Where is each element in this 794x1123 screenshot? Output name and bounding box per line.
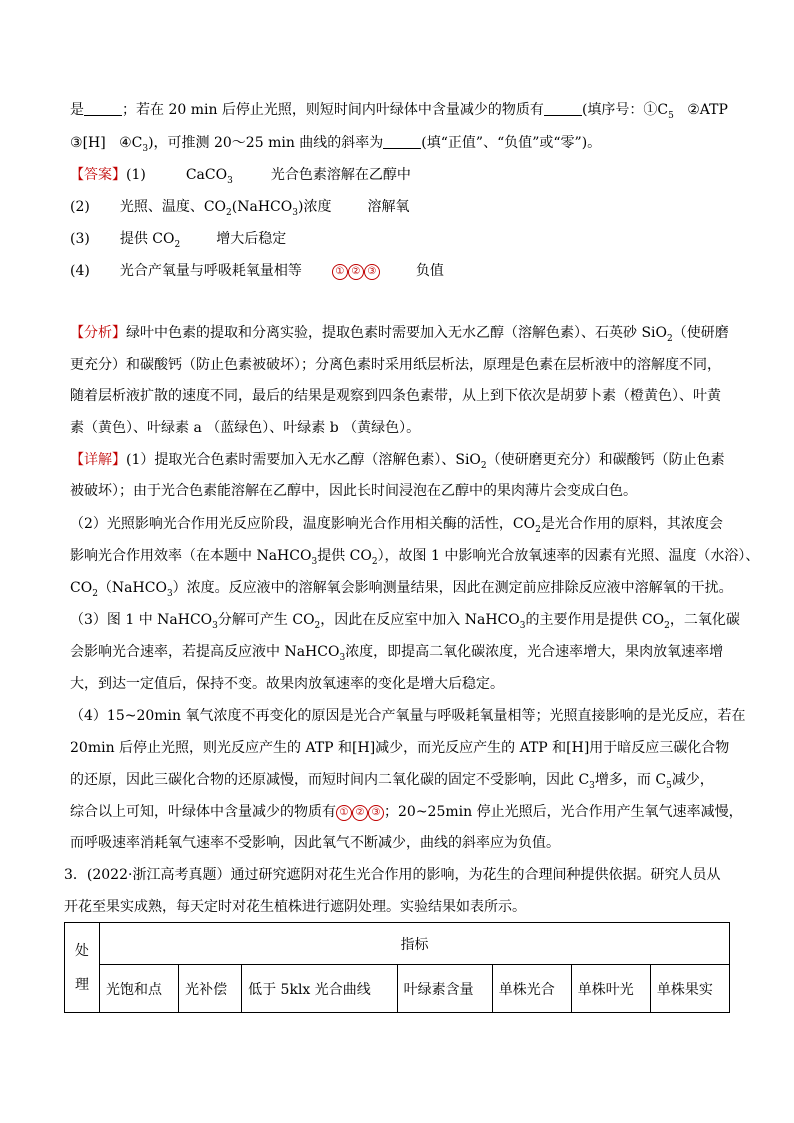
analysis-line-3: 随着层析液扩散的速度不同，最后的结果是观察到四条色素带，从上到下依次是胡萝卜素（橙黄色）、叶黄 [70, 388, 721, 404]
analysis-label: 【分析】 [70, 325, 126, 341]
detail-p4-line-1: （4）15~20min 氧气浓度不再变化的原因是光合产氧量与呼吸耗氧量相等；光照直接影响的是光反应，若在 [70, 708, 746, 724]
column-header: 单株果实 [650, 965, 729, 1013]
answer-blank [544, 101, 582, 116]
detail-p4-line-5: 而呼吸速率消耗氧气速率不受影响，因此氧气不断减少，曲线的斜率应为负值。 [70, 835, 560, 851]
question-line-1: 是 ；若在 20 min 后停止光照，则短时间内叶绿体中含量减少的物质有 (填序号：$①C_5$ ②ATP [70, 102, 728, 121]
detail-p2-line-1: （2）光照影响光合作用光反应阶段，温度影响光合作用相关酶的活性，$CO_2$是光合作用的原料，其浓度会 [70, 516, 723, 535]
detail-p4-line-4: 综合以上可知，叶绿体中含量减少的物质有 ① ② ③ ；20~25min 停止光照后，光合作用产生氧气速率减慢， [70, 804, 743, 820]
answer-row-2: (2) 光照、温度、$CO_2(NaHCO_3)$浓度 溶解氧 [70, 199, 410, 218]
column-header: 单株叶光 [571, 965, 650, 1013]
indicator-header: 指标 [100, 923, 730, 965]
answer-label: 【答案】 [70, 167, 126, 183]
analysis-line-2: 更充分）和碳酸钙（防止色素被破坏）；分离色素时采用纸层析法，原理是色素在层析液中的溶解度不同， [70, 357, 721, 373]
circled-1: ① [332, 264, 348, 280]
question3-line-1: 3．(2022·浙江高考真题）通过研究遮阴对花生光合作用的影响，为花生的合理间种提供依据。研究人员从 [64, 867, 721, 883]
circled-3: ③ [368, 805, 384, 821]
answer-row-1: 【答案】(1) CaCO$_3$ 光合色素溶解在乙醇中 [70, 167, 411, 186]
answer-row-4: (4) 光合产氧量与呼吸耗氧量相等 ① ② ③ 负值 [70, 263, 444, 279]
question3-line-2: 开花至果实成熟，每天定时对花生植株进行遮阴处理。实验结果如表所示。 [64, 899, 526, 915]
column-header: 叶绿素含量 [397, 965, 492, 1013]
answer-blank [84, 101, 122, 116]
detail-p4-line-2: 20min 后停止光照，则光反应产生的 ATP 和[H]减少，而光反应产生的 ATP 和[H]用于暗反应三碳化合物 [70, 740, 730, 756]
analysis-line-1: 【分析】绿叶中色素的提取和分离实验，提取色素时需要加入无水乙醇（溶解色素）、石英砂 SiO$_2$（使研磨 [70, 325, 729, 344]
answer-row-3: (3) 提供 $CO_2$ 增大后稳定 [70, 231, 287, 250]
results-table [64, 922, 730, 1013]
column-header: 低于 5klx 光合曲线 [242, 965, 397, 1013]
column-header: 光补偿 [179, 965, 242, 1013]
detail-p4-line-3: 的还原，因此三碳化合物的还原减慢，而短时间内二氧化碳的固定不受影响，因此 $C_3$增多，而 $C_5$减少， [70, 772, 714, 791]
detail-p3-line-1: （3）图 1 中 NaHCO$_3$分解可产生 $CO_2$，因此在反应室中加入 NaHCO$_3$的主要作用是提供 $CO_2$，二氧化碳 [70, 612, 740, 631]
analysis-line-4: 素（黄色）、叶绿素 a （蓝绿色）、叶绿素 b （黄绿色）。 [70, 420, 421, 436]
detail-p1-line-2: 被破坏）；由于光合色素能溶解在乙醇中，因此长时间浸泡在乙醇中的果肉薄片会变成白色。 [70, 483, 637, 499]
column-header: 光饱和点 [100, 965, 179, 1013]
treatment-header: 处 理 [65, 923, 100, 1013]
circled-2: ② [348, 264, 364, 280]
circled-1: ① [336, 805, 352, 821]
detail-p3-line-2: 会影响光合速率，若提高反应液中 NaHCO$_3$浓度，即提高二氧化碳浓度，光合速率增大，果肉放氧速率增 [70, 644, 724, 663]
answer-blank [383, 134, 421, 149]
detail-p1-line-1: 【详解】(1）提取光合色素时需要加入无水乙醇（溶解色素）、SiO$_2$（使研磨更充分）和碳酸钙（防止色素 [70, 452, 725, 471]
detail-p2-line-3: $CO_2(NaHCO_3)$浓度。反应液中的溶解氧会影响测量结果，因此在测定前应排除反应液中溶解氧的干扰。 [70, 580, 733, 599]
detail-label: 【详解】 [70, 452, 126, 468]
detail-p3-line-3: 大，到达一定值后，保持不变。故果肉放氧速率的变化是增大后稳定。 [70, 676, 504, 692]
circled-2: ② [352, 805, 368, 821]
detail-p2-line-2: 影响光合作用效率（在本题中 NaHCO$_3$提供 $CO_2$），故图 1 中影响光合放氧速率的因素有光照、温度（水浴）、 [70, 548, 760, 567]
question-line-2: ③[H] $④C_3$)，可推测 20～25 min 曲线的斜率为 (填“正值”、“负值”或“零”)。 [70, 135, 602, 154]
column-header: 单株光合 [492, 965, 571, 1013]
circled-3: ③ [364, 264, 380, 280]
